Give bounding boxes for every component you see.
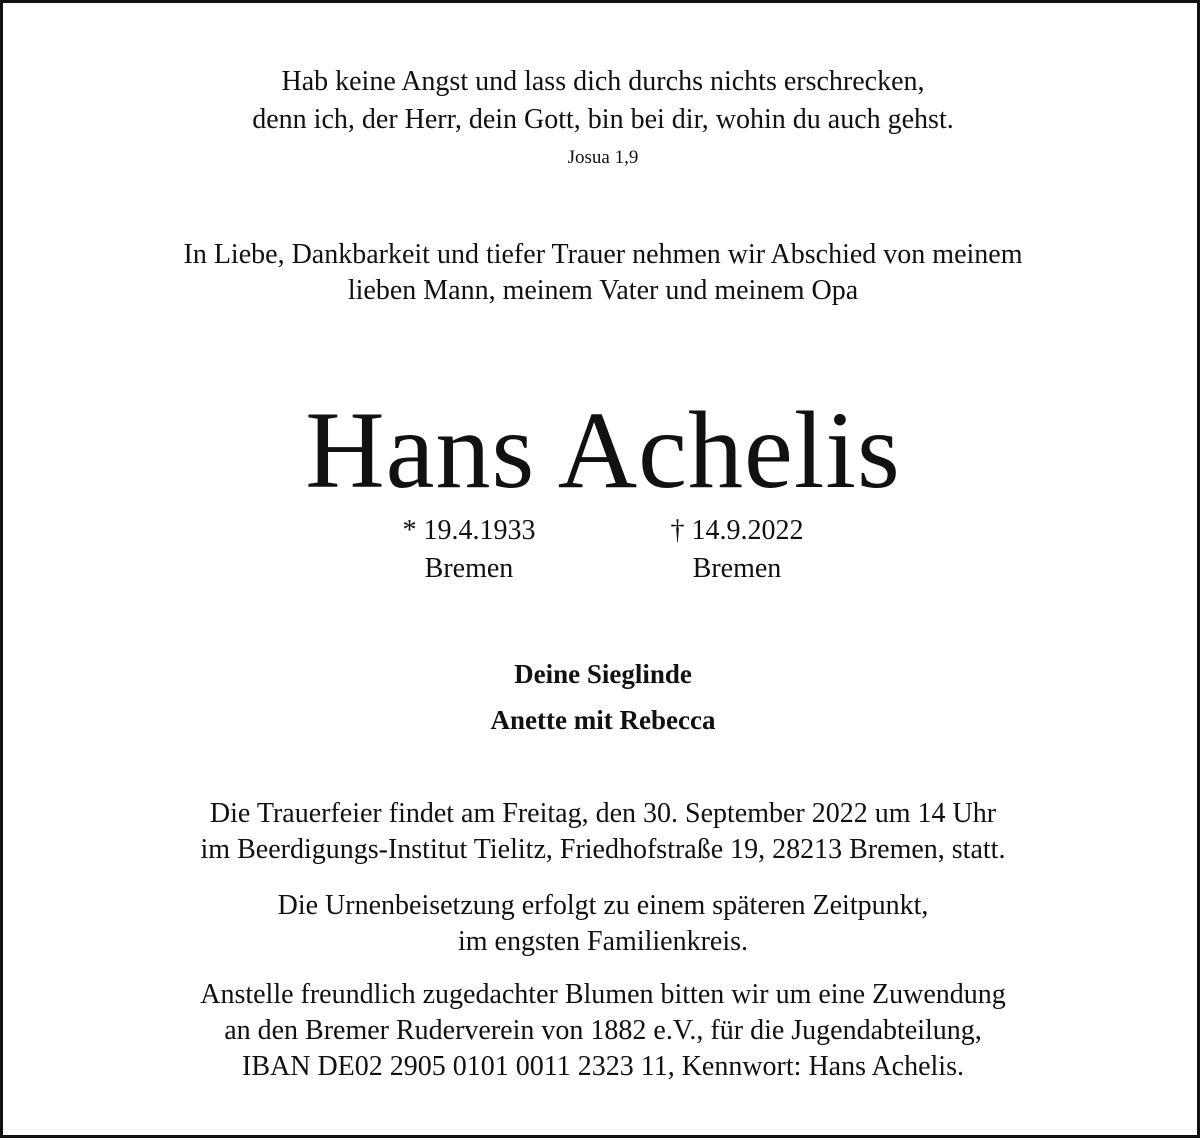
birth-date: * 19.4.1933 bbox=[402, 515, 536, 546]
donation-line: IBAN DE02 2905 0101 0011 2323 11, Kennwort: Hans Achelis. bbox=[242, 1051, 964, 1082]
deceased-name: Hans Achelis bbox=[305, 389, 901, 511]
verse-line: denn ich, der Herr, dein Gott, bin bei dir, wohin du auch gehst. bbox=[252, 104, 954, 135]
death-info bbox=[607, 512, 867, 588]
farewell-intro bbox=[3, 237, 1200, 309]
donation-line: Anstelle freundlich zugedachter Blumen bitten wir um eine Zuwendung bbox=[200, 979, 1006, 1010]
birth-info bbox=[339, 512, 599, 588]
bible-verse bbox=[3, 63, 1200, 139]
ceremony-line: Die Trauerfeier findet am Freitag, den 30. September 2022 um 14 Uhr bbox=[209, 798, 997, 829]
donation-notice bbox=[3, 977, 1200, 1085]
family-line: Deine Sieglinde bbox=[514, 659, 692, 689]
verse-line: Hab keine Angst und lass dich durchs nichts erschrecken, bbox=[281, 66, 925, 97]
family-signature bbox=[3, 651, 1200, 743]
urn-line: Die Urnenbeisetzung erfolgt zu einem späteren Zeitpunkt, bbox=[277, 890, 929, 921]
ceremony-line: im Beerdigungs-Institut Tielitz, Friedhofstraße 19, 28213 Bremen, statt. bbox=[200, 834, 1006, 865]
birth-place: Bremen bbox=[424, 553, 514, 584]
intro-line: lieben Mann, meinem Vater und meinem Opa bbox=[347, 275, 859, 306]
death-place: Bremen bbox=[692, 553, 782, 584]
urn-notice bbox=[3, 888, 1200, 960]
verse-reference: Josua 1,9 bbox=[567, 147, 639, 168]
intro-line: In Liebe, Dankbarkeit und tiefer Trauer nehmen wir Abschied von meinem bbox=[183, 239, 1023, 270]
urn-line: im engsten Familienkreis. bbox=[457, 926, 749, 957]
ceremony-notice bbox=[3, 796, 1200, 868]
death-date: † 14.9.2022 bbox=[670, 515, 804, 546]
donation-line: an den Bremer Ruderverein von 1882 e.V., für die Jugendabteilung, bbox=[224, 1015, 982, 1046]
family-line: Anette mit Rebecca bbox=[490, 705, 716, 735]
